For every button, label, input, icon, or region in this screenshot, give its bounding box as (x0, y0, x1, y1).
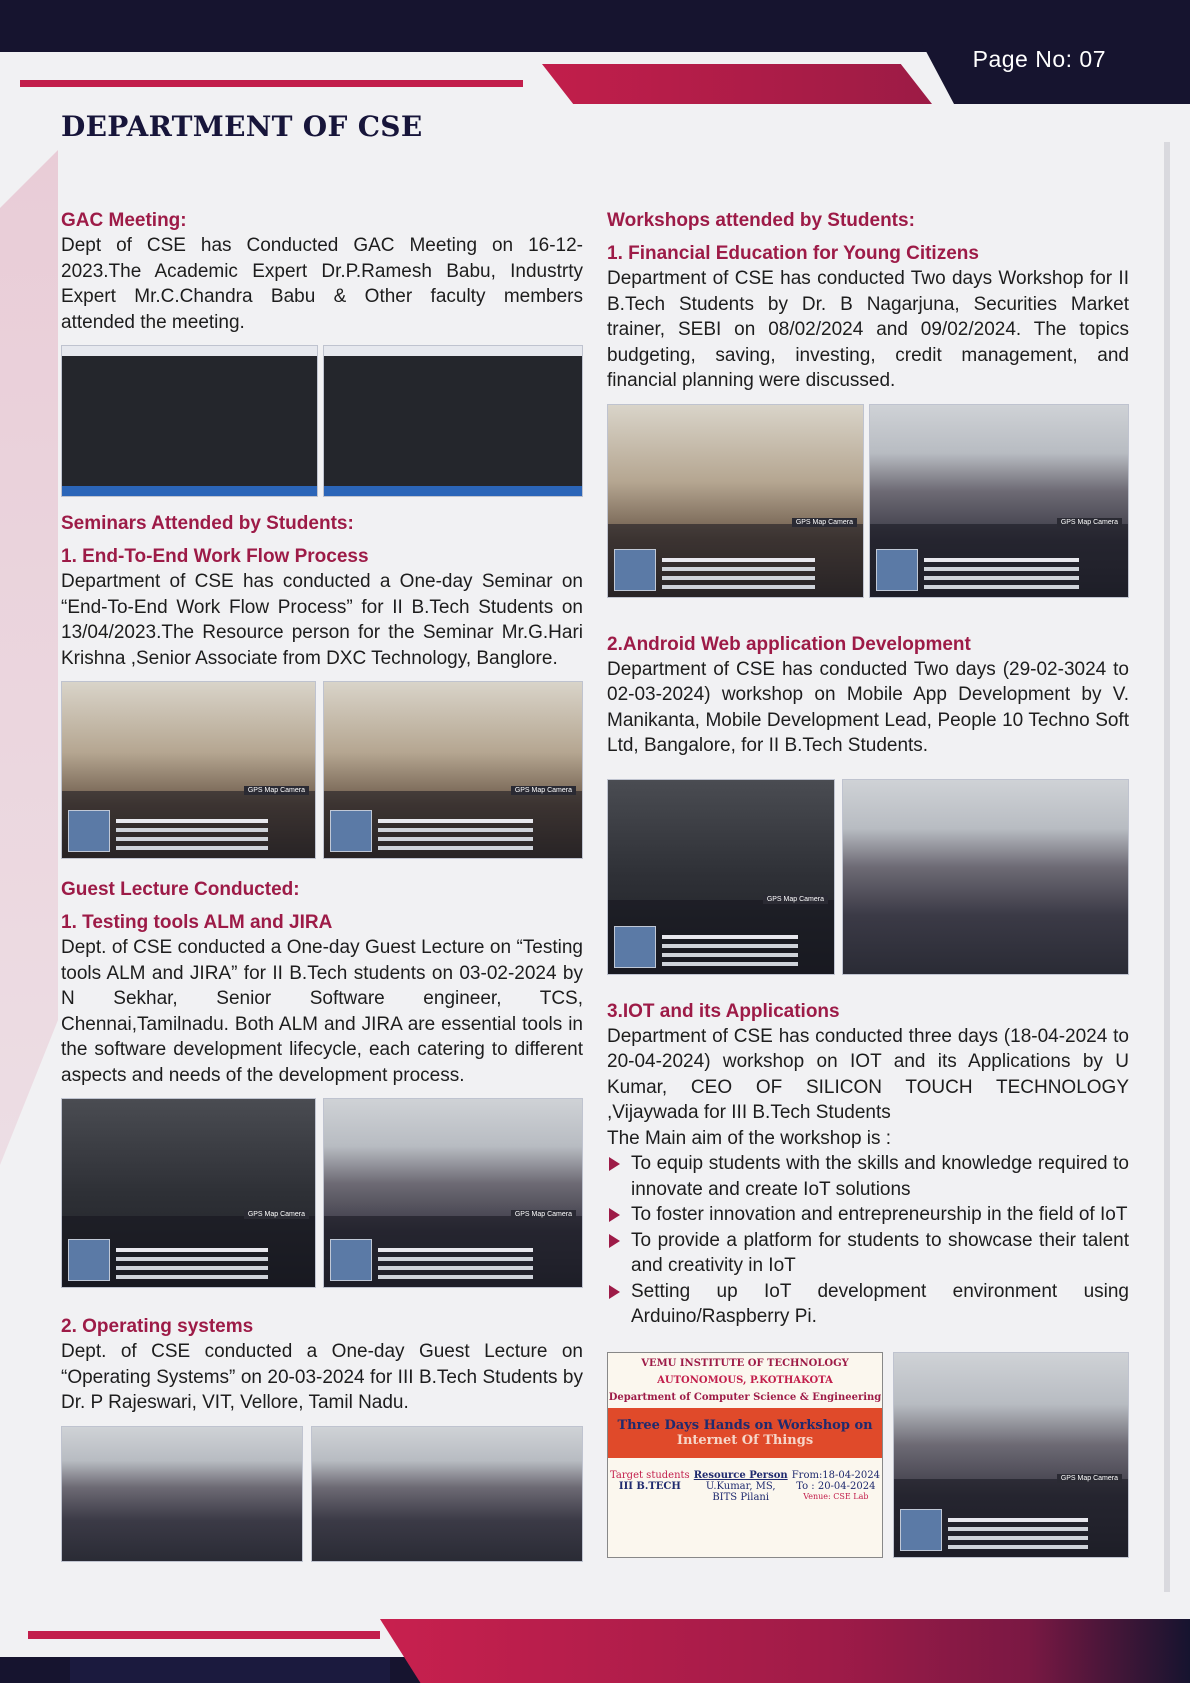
workshop-2-photo-2 (842, 779, 1129, 975)
footer-accent (380, 1619, 1190, 1683)
workshop-3-photos (607, 1352, 1129, 1558)
gac-photo-1 (61, 345, 318, 497)
workshop-3-photo: GPS Map Camera (893, 1352, 1129, 1558)
workshop-2-title: 2.Android Web application Development (607, 633, 971, 655)
workshop-2-text: Department of CSE has conducted Two days (29-02-3024 to 02-03-2024) workshop on Mobile App Development by V. Manikanta, Mobile Development Lead, People 10 Techno Soft Ltd, Bangalore, for II B.Tech Students. (607, 658, 1129, 756)
poster-to-date: To : 20-04-2024 (796, 1480, 876, 1492)
poster-autonomous: AUTONOMOUS, P.KOTHAKOTA (657, 1374, 833, 1386)
aim-bullet: To foster innovation and entrepreneurship in the field of IoT (607, 1202, 1129, 1228)
aim-bullet: To equip students with the skills and knowledge required to innovate and create IoT solutions (607, 1151, 1129, 1202)
poster-from-date: From:18-04-2024 (791, 1469, 880, 1481)
workshop-1-title: 1. Financial Education for Young Citizens (607, 243, 979, 264)
seminar-photo-2: GPS Map Camera (323, 681, 583, 859)
guest-1-text: Dept. of CSE conducted a One-day Guest Lecture on “Testing tools ALM and JIRA” for II B.Tech students on 03-02-2024 by N Sekhar, Senior Software engineer, TCS, Chennai,Tamilnadu. Both ALM and JIRA are essential tools in the software development lifecycle, each catering to different aspects and needs of the development process. (61, 937, 583, 1086)
workshops-heading: Workshops attended by Students: (607, 210, 915, 231)
footer-stripe (28, 1631, 380, 1639)
guest-1-photo-2: GPS Map Camera (323, 1098, 583, 1288)
poster-banner (608, 1408, 882, 1458)
workshop-1-photo-2: GPS Map Camera (869, 404, 1129, 598)
guest-1-photo-1: GPS Map Camera (61, 1098, 316, 1288)
seminar-photo-1: GPS Map Camera (61, 681, 316, 859)
workshop-3-aim: The Main aim of the workshop is : (607, 1127, 892, 1149)
seminar-1-text: Department of CSE has conducted a One-day Seminar on “End-To-End Work Flow Process” for II B.Tech Students on 13/04/2023.The Resource person for the Seminar Mr.G.Hari Krishna ,Senior Associate from DXC Technology, Banglore. (61, 571, 583, 669)
poster-institute: VEMU INSTITUTE OF TECHNOLOGY (641, 1357, 849, 1369)
left-column (61, 208, 583, 1562)
guest-1-title: 1. Testing tools ALM and JIRA (61, 912, 333, 933)
guest-heading: Guest Lecture Conducted: (61, 879, 300, 900)
aim-bullet: Setting up IoT development environment using Arduino/Raspberry Pi. (607, 1279, 1129, 1330)
right-column (607, 208, 1129, 1558)
poster-banner-line-1: Three Days Hands on Workshop on (617, 1417, 873, 1433)
workshop-3-text: Department of CSE has conducted three days (18-04-2024 to 20-04-2024) workshop on IOT and its Applications by U Kumar, CEO OF SILICON TOUCH TECHNOLOGY ,Vijaywada for III B.Tech Students (607, 1025, 1129, 1123)
guest-2-text: Dept. of CSE conducted a One-day Guest Lecture on “Operating Systems” on 20-03-2024 for III B.Tech Students by Dr. P Rajeswari, VIT, Vellore, Tamil Nadu. (61, 1341, 583, 1413)
aim-bullet: To provide a platform for students to showcase their talent and creativity in IoT (607, 1228, 1129, 1279)
poster-target-value: III B.TECH (618, 1480, 681, 1492)
guest-2-title: 2. Operating systems (61, 1316, 254, 1337)
workshop-1-photos (607, 404, 1129, 598)
gac-photo-2 (323, 345, 583, 497)
guest-2-photo-1 (61, 1426, 303, 1562)
poster-details (608, 1470, 882, 1503)
workshop-3-aims-list (607, 1151, 1129, 1330)
workshop-2-photo-1: GPS Map Camera (607, 779, 835, 975)
header-stripe (20, 80, 523, 87)
gac-heading: GAC Meeting: (61, 210, 187, 231)
workshop-1-photo-1: GPS Map Camera (607, 404, 864, 598)
header-accent (542, 64, 932, 104)
guest-1-photos (61, 1098, 583, 1288)
page-number: Page No: 07 (972, 46, 1106, 72)
right-rule (1164, 142, 1170, 1592)
poster-resource-name: U.Kumar, MS, (705, 1480, 776, 1492)
poster-venue: Venue: CSE Lab (803, 1491, 869, 1501)
poster-resource-org: BITS Pilani (712, 1491, 770, 1503)
iot-workshop-poster (607, 1352, 883, 1558)
poster-target-label: Target students (610, 1469, 690, 1481)
guest-2-photos (61, 1426, 583, 1562)
seminars-heading: Seminars Attended by Students: (61, 513, 354, 534)
left-decoration (0, 150, 58, 1600)
gac-photos (61, 345, 583, 497)
poster-dept: Department of Computer Science & Engineering (608, 1391, 882, 1403)
seminar-photos (61, 681, 583, 859)
gac-text: Dept of CSE has Conducted GAC Meeting on 16-12-2023.The Academic Expert Dr.P.Ramesh Babu, Industrty Expert Mr.C.Chandra Babu & Other faculty members attended the meeting. (61, 235, 583, 333)
seminar-1-title: 1. End-To-End Work Flow Process (61, 546, 369, 567)
workshop-1-text: Department of CSE has conducted Two days Workshop for II B.Tech Students by Dr. B Nagarjuna, Securities Market trainer, SEBI on 08/02/2024 and 09/02/2024. The topics budgeting, saving, investing, credit management, and financial planning were discussed. (607, 268, 1129, 391)
workshop-2-photos (607, 779, 1129, 975)
guest-2-photo-2 (311, 1426, 583, 1562)
workshop-3-title: 3.IOT and its Applications (607, 1000, 840, 1022)
poster-resource-label: Resource Person (693, 1469, 788, 1481)
poster-banner-line-2: Internet Of Things (676, 1432, 814, 1448)
footer-dark-block (70, 1657, 390, 1683)
page-title: DEPARTMENT OF CSE (61, 110, 423, 143)
